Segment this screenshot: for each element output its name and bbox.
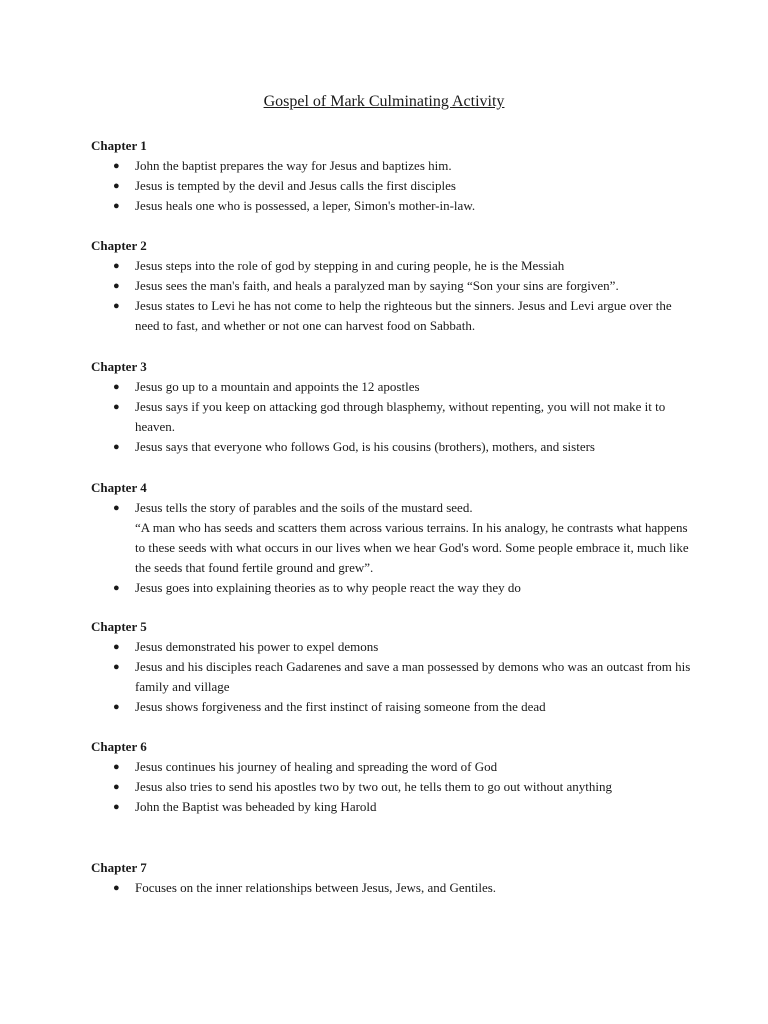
list-item-text: John the Baptist was beheaded by king Harold [135,799,377,814]
list-item-text: Jesus continues his journey of healing and spreading the word of God [135,759,498,774]
bullet-list [91,498,691,518]
chapter-heading: Chapter 3 [91,359,147,374]
list-item-text: Jesus shows forgiveness and the first instinct of raising someone from the dead [135,699,546,714]
bullet-icon: ● [113,300,120,312]
bullet-icon: ● [113,701,120,713]
list-item-text: Jesus tells the story of parables and the soils of the mustard seed. [135,500,473,515]
bullet-icon: ● [113,781,120,793]
list-item [91,878,691,898]
bullet-icon: ● [113,381,120,393]
chapter-6-section [91,737,691,817]
list-item [91,296,691,336]
bullet-icon: ● [113,200,120,212]
list-item [91,156,691,176]
bullet-list [91,377,691,457]
chapter-1-section [91,136,691,216]
list-item [91,256,691,276]
bullet-list [91,256,691,336]
chapter-3-section [91,357,691,457]
chapter-heading: Chapter 6 [91,739,147,754]
bullet-list [91,156,691,216]
list-item-text: Jesus says if you keep on attacking god through blasphemy, without repenting, you will not make it to heaven. [135,399,666,434]
document-title: Gospel of Mark Culminating Activity [263,93,505,110]
bullet-list [91,757,691,817]
list-item [91,697,691,717]
list-item-text: Jesus and his disciples reach Gadarenes and save a man possessed by demons who was an outcast from his family and village [135,659,691,694]
bullet-icon: ● [113,641,120,653]
parable-quote: “A man who has seeds and scatters them across various terrains. In his analogy, he contrasts what happens to these seeds with what occurs in our lives when we hear God's word. Some people embrace it, much like the seeds that found fertile ground and grew”. [135,520,689,575]
list-item-text: Jesus states to Levi he has not come to help the righteous but the sinners. Jesus and Levi argue over the need to fast, and whether or not one can harvest food on Sabbath. [135,298,672,333]
chapter-7-section [91,858,691,898]
bullet-list [91,878,691,898]
chapter-heading: Chapter 7 [91,860,147,875]
list-item-text: Jesus demonstrated his power to expel demons [135,639,379,654]
bullet-icon: ● [113,180,120,192]
chapter-5-section [91,617,691,717]
bullet-icon: ● [113,761,120,773]
list-item-text: Jesus also tries to send his apostles two by two out, he tells them to go out without anything [135,779,612,794]
chapter-heading: Chapter 5 [91,619,147,634]
bullet-list [91,578,691,598]
list-item [91,176,691,196]
bullet-icon: ● [113,441,120,453]
list-item-text: Jesus steps into the role of god by stepping in and curing people, he is the Messiah [135,258,565,273]
list-item [91,437,691,457]
list-item [91,757,691,777]
list-item-text: Jesus sees the man's faith, and heals a paralyzed man by saying “Son your sins are forgiven”. [135,278,619,293]
bullet-icon: ● [113,160,120,172]
list-item [91,777,691,797]
bullet-icon: ● [113,582,120,594]
list-item-text: Jesus heals one who is possessed, a leper, Simon's mother-in-law. [135,198,476,213]
chapter-4-section [91,478,691,598]
list-item-text: John the baptist prepares the way for Jesus and baptizes him. [135,158,452,173]
chapter-heading: Chapter 4 [91,480,147,495]
list-item [91,657,691,697]
list-item [91,797,691,817]
bullet-icon: ● [113,882,120,894]
list-item [91,377,691,397]
list-item [91,397,691,437]
list-item-text: Focuses on the inner relationships between Jesus, Jews, and Gentiles. [135,880,497,895]
list-item-text: Jesus go up to a mountain and appoints the 12 apostles [135,379,420,394]
bullet-icon: ● [113,502,120,514]
list-item-text: Jesus goes into explaining theories as to why people react the way they do [135,580,521,595]
list-item [91,196,691,216]
list-item-text: Jesus is tempted by the devil and Jesus calls the first disciples [135,178,456,193]
bullet-icon: ● [113,280,120,292]
chapter-heading: Chapter 2 [91,238,147,253]
list-item-text: Jesus says that everyone who follows God, is his cousins (brothers), mothers, and sisters [135,439,595,454]
list-item [91,637,691,657]
bullet-icon: ● [113,801,120,813]
bullet-icon: ● [113,401,120,413]
list-item [91,578,691,598]
list-item [91,498,691,518]
bullet-icon: ● [113,661,120,673]
list-item [91,276,691,296]
chapter-heading: Chapter 1 [91,138,147,153]
chapter-2-section [91,236,691,336]
bullet-icon: ● [113,260,120,272]
bullet-list [91,637,691,717]
